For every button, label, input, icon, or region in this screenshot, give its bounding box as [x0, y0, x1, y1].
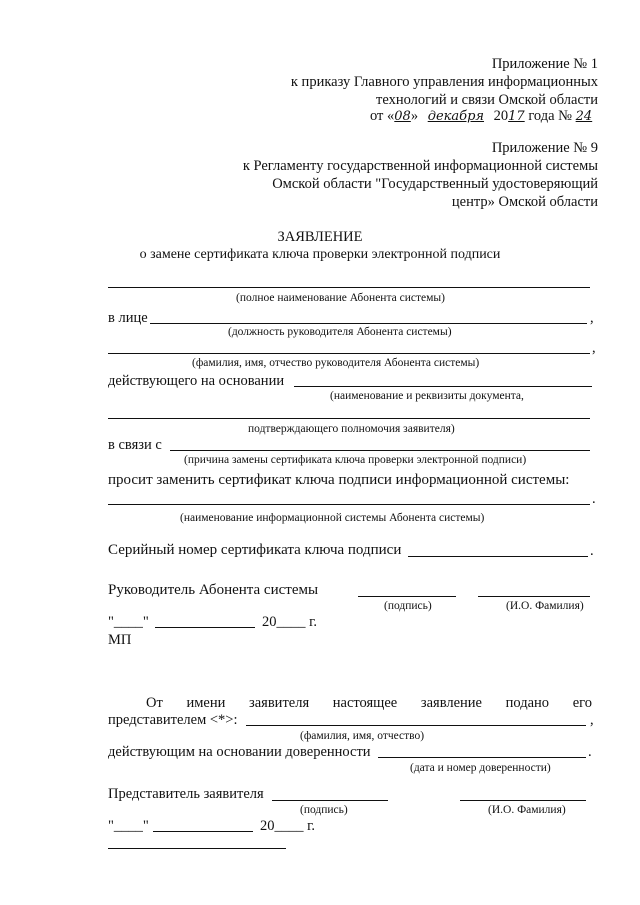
- hint-position: (должность руководителя Абонента системы): [228, 326, 452, 338]
- poa-line[interactable]: [378, 757, 586, 758]
- date-year: 20____ г.: [262, 614, 318, 630]
- comma-1: ,: [590, 310, 594, 326]
- rep-signature-line[interactable]: [272, 800, 388, 801]
- rep-word-2: имени: [186, 695, 226, 711]
- rep-date-year: 20____ г.: [260, 818, 316, 834]
- hint-signature: (подпись): [384, 600, 432, 612]
- hint-rep-name: (И.О. Фамилия): [488, 804, 566, 816]
- due-to-label: в связи с: [108, 437, 162, 453]
- rep-label: Представитель заявителя: [108, 786, 264, 802]
- system-line[interactable]: [108, 504, 590, 505]
- hint-doc-2: подтверждающего полномочия заявителя): [248, 423, 455, 435]
- appendix-9-system: Омской области "Государственный удостоверяющий: [272, 176, 598, 192]
- date-day: 08: [394, 109, 411, 124]
- acting-basis-label: действующего на основании: [108, 373, 285, 389]
- footnote-separator: [108, 848, 286, 849]
- stamp-label: МП: [108, 632, 132, 648]
- head-signature-line[interactable]: [358, 596, 456, 597]
- fio-line[interactable]: [108, 353, 590, 354]
- date-month: декабря: [427, 109, 485, 124]
- basis-line-2[interactable]: [108, 418, 590, 419]
- appendix-9-reg: к Регламенту государственной информационной системы: [242, 158, 598, 174]
- order-number: 24: [575, 109, 593, 124]
- date-month-line[interactable]: [155, 627, 255, 628]
- serial-line[interactable]: [408, 556, 588, 557]
- by-rep-label: представителем <*>:: [108, 712, 238, 728]
- rep-word-6: подано: [505, 695, 550, 711]
- date-prefix: от «: [370, 108, 395, 124]
- abonent-name-line[interactable]: [108, 287, 590, 288]
- rep-date-month-line[interactable]: [153, 831, 253, 832]
- hint-system: (наименование информационной системы Абонента системы): [180, 512, 485, 524]
- rep-word-5: заявление: [420, 695, 482, 711]
- date-mid: »: [410, 108, 419, 124]
- period-1: .: [592, 491, 596, 507]
- date-quote: "____": [108, 614, 149, 630]
- rep-word-4: настоящее: [332, 695, 398, 711]
- head-label: Руководитель Абонента системы: [108, 582, 319, 598]
- acting-poa-label: действующим на основании доверенности: [108, 744, 371, 760]
- appendix-1-dept: технологий и связи Омской области: [376, 92, 598, 108]
- rep-word-7: его: [572, 695, 592, 711]
- date-year-suffix: 17: [508, 109, 525, 124]
- hint-fio: (фамилия, имя, отчество руководителя Абонента системы): [192, 357, 480, 369]
- rep-fio-line[interactable]: [246, 725, 586, 726]
- rep-word-1: От: [146, 695, 163, 711]
- basis-line[interactable]: [294, 386, 592, 387]
- period-3: .: [588, 744, 592, 760]
- hint-poa: (дата и номер доверенности): [410, 762, 551, 774]
- hint-rep-signature: (подпись): [300, 804, 348, 816]
- rep-paragraph-line: [108, 695, 592, 712]
- hint-rep-fio: (фамилия, имя, отчество): [300, 730, 425, 742]
- hint-abonent-name: (полное наименование Абонента системы): [236, 292, 445, 304]
- appendix-1-date-line: [370, 108, 592, 125]
- reason-line[interactable]: [170, 450, 590, 451]
- appendix-9-center: центр» Омской области: [451, 194, 598, 210]
- comma-2: ,: [592, 340, 596, 356]
- position-line[interactable]: [150, 323, 587, 324]
- hint-doc-1: (наименование и реквизиты документа,: [330, 390, 524, 402]
- order-number-prefix: №: [558, 108, 573, 124]
- rep-date-quote: "____": [108, 818, 149, 834]
- appendix-1-order: к приказу Главного управления информационных: [290, 74, 598, 90]
- request-text: просит заменить сертификат ключа подписи информационной системы:: [108, 472, 570, 488]
- date-year-word: года: [528, 108, 555, 124]
- document-title: ЗАЯВЛЕНИЕ: [277, 229, 363, 245]
- appendix-9-title: Приложение № 9: [491, 140, 598, 156]
- hint-reason: (причина замены сертификата ключа проверки электронной подписи): [184, 454, 527, 466]
- head-name-line[interactable]: [478, 596, 590, 597]
- period-2: .: [590, 543, 594, 559]
- rep-word-3: заявителя: [249, 695, 310, 711]
- in-person-label: в лице: [108, 310, 148, 326]
- hint-name: (И.О. Фамилия): [506, 600, 584, 612]
- comma-3: ,: [590, 712, 594, 728]
- appendix-1-title: Приложение № 1: [491, 56, 598, 72]
- serial-label: Серийный номер сертификата ключа подписи: [108, 542, 402, 558]
- document-subtitle: о замене сертификата ключа проверки электронной подписи: [139, 247, 501, 262]
- rep-name-line[interactable]: [460, 800, 586, 801]
- date-year-prefix: 20: [493, 108, 509, 124]
